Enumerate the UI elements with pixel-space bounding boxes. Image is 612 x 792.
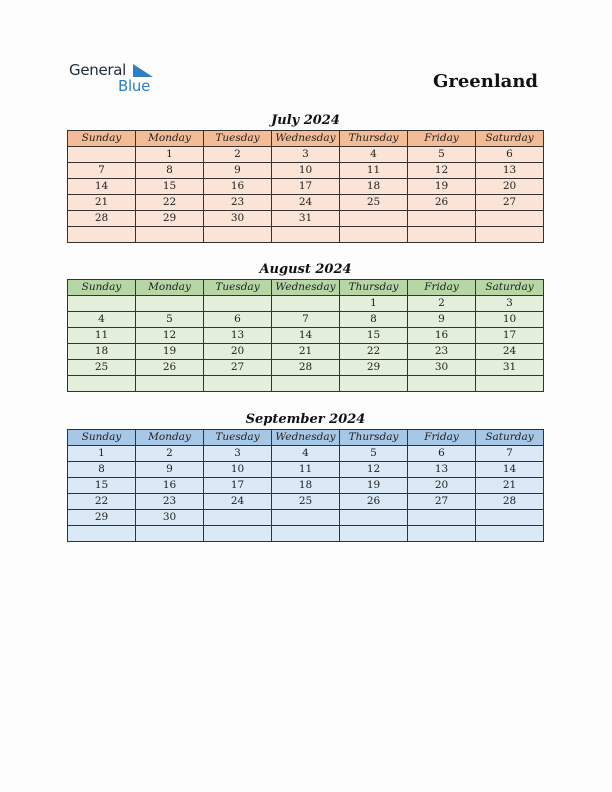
- day-cell: 17: [204, 478, 272, 494]
- month-calendar-september: [67, 411, 544, 542]
- day-cell: [408, 526, 476, 542]
- day-cell: 29: [136, 211, 204, 227]
- day-cell: 1: [68, 446, 136, 462]
- day-cell: 3: [476, 296, 544, 312]
- day-cell: [68, 147, 136, 163]
- day-cell: 5: [340, 446, 408, 462]
- day-cell: 17: [272, 179, 340, 195]
- weekday-header: Saturday: [476, 131, 544, 147]
- day-cell: 23: [204, 195, 272, 211]
- day-cell: 24: [272, 195, 340, 211]
- week-row: [68, 344, 544, 360]
- week-row: [68, 494, 544, 510]
- week-row: [68, 360, 544, 376]
- day-cell: [476, 526, 544, 542]
- day-cell: 13: [408, 462, 476, 478]
- day-cell: 22: [340, 344, 408, 360]
- day-cell: [68, 376, 136, 392]
- day-cell: [476, 510, 544, 526]
- day-cell: 7: [272, 312, 340, 328]
- day-cell: 4: [340, 147, 408, 163]
- day-cell: 20: [476, 179, 544, 195]
- week-row: [68, 227, 544, 243]
- weekday-header: Tuesday: [204, 430, 272, 446]
- day-cell: 18: [272, 478, 340, 494]
- day-cell: 28: [68, 211, 136, 227]
- week-row: [68, 179, 544, 195]
- weekday-header-row: [68, 430, 544, 446]
- day-cell: 31: [476, 360, 544, 376]
- weekday-header: Sunday: [68, 131, 136, 147]
- month-title: July 2024: [271, 113, 340, 128]
- day-cell: 1: [136, 147, 204, 163]
- day-cell: 11: [272, 462, 340, 478]
- day-cell: 4: [272, 446, 340, 462]
- day-cell: 5: [136, 312, 204, 328]
- day-cell: [340, 227, 408, 243]
- week-row: [68, 446, 544, 462]
- day-cell: 29: [340, 360, 408, 376]
- day-cell: 10: [272, 163, 340, 179]
- day-cell: [204, 376, 272, 392]
- logo-text-general: General: [69, 61, 127, 79]
- day-cell: 1: [340, 296, 408, 312]
- weekday-header: Sunday: [68, 280, 136, 296]
- day-cell: [68, 526, 136, 542]
- day-cell: 16: [408, 328, 476, 344]
- day-cell: 9: [204, 163, 272, 179]
- day-cell: 21: [476, 478, 544, 494]
- logo-triangle-icon: [133, 64, 153, 78]
- weekday-header: Monday: [136, 131, 204, 147]
- day-cell: 5: [408, 147, 476, 163]
- day-cell: 16: [136, 478, 204, 494]
- weekday-header: Tuesday: [204, 131, 272, 147]
- weekday-header: Monday: [136, 430, 204, 446]
- day-cell: 19: [408, 179, 476, 195]
- week-row: [68, 195, 544, 211]
- weekday-header: Tuesday: [204, 280, 272, 296]
- day-cell: [272, 227, 340, 243]
- weekday-header: Thursday: [340, 131, 408, 147]
- month-title: September 2024: [245, 412, 366, 427]
- day-cell: 14: [272, 328, 340, 344]
- day-cell: 27: [476, 195, 544, 211]
- day-cell: 14: [68, 179, 136, 195]
- day-cell: 10: [204, 462, 272, 478]
- day-cell: [136, 526, 204, 542]
- week-row: [68, 510, 544, 526]
- day-cell: 26: [136, 360, 204, 376]
- weekday-header: Friday: [408, 131, 476, 147]
- day-cell: 23: [136, 494, 204, 510]
- day-cell: [476, 376, 544, 392]
- day-cell: 28: [272, 360, 340, 376]
- day-cell: 25: [68, 360, 136, 376]
- day-cell: 3: [272, 147, 340, 163]
- day-cell: [68, 296, 136, 312]
- month-title: August 2024: [259, 262, 352, 277]
- day-cell: [136, 376, 204, 392]
- week-row: [68, 526, 544, 542]
- day-cell: 7: [68, 163, 136, 179]
- day-cell: 30: [204, 211, 272, 227]
- day-cell: 9: [408, 312, 476, 328]
- day-cell: [272, 510, 340, 526]
- day-cell: 9: [136, 462, 204, 478]
- day-cell: 13: [476, 163, 544, 179]
- weekday-header-row: [68, 131, 544, 147]
- day-cell: 15: [340, 328, 408, 344]
- day-cell: [272, 526, 340, 542]
- day-cell: 11: [340, 163, 408, 179]
- day-cell: [272, 376, 340, 392]
- day-cell: 18: [68, 344, 136, 360]
- day-cell: 4: [68, 312, 136, 328]
- month-calendar-august: [67, 261, 544, 392]
- day-cell: [204, 510, 272, 526]
- day-cell: 30: [136, 510, 204, 526]
- day-cell: [340, 376, 408, 392]
- day-cell: 2: [408, 296, 476, 312]
- day-cell: 15: [136, 179, 204, 195]
- day-cell: 25: [340, 195, 408, 211]
- day-cell: [272, 296, 340, 312]
- country-title: Greenland: [432, 71, 538, 92]
- weekday-header: Monday: [136, 280, 204, 296]
- weekday-header: Wednesday: [272, 430, 340, 446]
- day-cell: 21: [272, 344, 340, 360]
- day-cell: 23: [408, 344, 476, 360]
- day-cell: 8: [68, 462, 136, 478]
- day-cell: 6: [476, 147, 544, 163]
- week-row: [68, 296, 544, 312]
- day-cell: 17: [476, 328, 544, 344]
- day-cell: [136, 296, 204, 312]
- logo-text-blue: Blue: [118, 77, 150, 95]
- generalblue-logo: [69, 61, 164, 97]
- day-cell: [408, 211, 476, 227]
- day-cell: 30: [408, 360, 476, 376]
- day-cell: [408, 376, 476, 392]
- day-cell: 27: [204, 360, 272, 376]
- day-cell: [408, 227, 476, 243]
- day-cell: [476, 227, 544, 243]
- calendar-table: [67, 429, 544, 542]
- day-cell: [340, 211, 408, 227]
- day-cell: 26: [340, 494, 408, 510]
- day-cell: 18: [340, 179, 408, 195]
- day-cell: 22: [68, 494, 136, 510]
- month-calendar-july: [67, 112, 544, 243]
- day-cell: [340, 510, 408, 526]
- week-row: [68, 312, 544, 328]
- weekday-header: Wednesday: [272, 280, 340, 296]
- day-cell: [204, 227, 272, 243]
- day-cell: [68, 227, 136, 243]
- weekday-header: Saturday: [476, 280, 544, 296]
- day-cell: 6: [204, 312, 272, 328]
- day-cell: 8: [136, 163, 204, 179]
- day-cell: 28: [476, 494, 544, 510]
- day-cell: [204, 526, 272, 542]
- day-cell: 25: [272, 494, 340, 510]
- week-row: [68, 478, 544, 494]
- week-row: [68, 328, 544, 344]
- week-row: [68, 211, 544, 227]
- weekday-header: Friday: [408, 430, 476, 446]
- day-cell: 12: [136, 328, 204, 344]
- calendar-table: [67, 279, 544, 392]
- week-row: [68, 147, 544, 163]
- day-cell: 24: [204, 494, 272, 510]
- day-cell: 12: [340, 462, 408, 478]
- day-cell: [204, 296, 272, 312]
- day-cell: 2: [204, 147, 272, 163]
- day-cell: 20: [204, 344, 272, 360]
- day-cell: 29: [68, 510, 136, 526]
- day-cell: [408, 510, 476, 526]
- day-cell: 2: [136, 446, 204, 462]
- calendar-table: [67, 130, 544, 243]
- weekday-header: Thursday: [340, 280, 408, 296]
- weekday-header: Thursday: [340, 430, 408, 446]
- day-cell: 20: [408, 478, 476, 494]
- weekday-header-row: [68, 280, 544, 296]
- day-cell: 22: [136, 195, 204, 211]
- day-cell: 19: [340, 478, 408, 494]
- day-cell: [136, 227, 204, 243]
- day-cell: 31: [272, 211, 340, 227]
- day-cell: 12: [408, 163, 476, 179]
- day-cell: 13: [204, 328, 272, 344]
- weekday-header: Friday: [408, 280, 476, 296]
- day-cell: 19: [136, 344, 204, 360]
- day-cell: 16: [204, 179, 272, 195]
- day-cell: 27: [408, 494, 476, 510]
- day-cell: 6: [408, 446, 476, 462]
- week-row: [68, 462, 544, 478]
- week-row: [68, 376, 544, 392]
- day-cell: [476, 211, 544, 227]
- weekday-header: Wednesday: [272, 131, 340, 147]
- day-cell: 11: [68, 328, 136, 344]
- day-cell: 3: [204, 446, 272, 462]
- day-cell: [340, 526, 408, 542]
- day-cell: 7: [476, 446, 544, 462]
- weekday-header: Saturday: [476, 430, 544, 446]
- day-cell: 8: [340, 312, 408, 328]
- weekday-header: Sunday: [68, 430, 136, 446]
- day-cell: 15: [68, 478, 136, 494]
- day-cell: 10: [476, 312, 544, 328]
- day-cell: 24: [476, 344, 544, 360]
- week-row: [68, 163, 544, 179]
- day-cell: 26: [408, 195, 476, 211]
- day-cell: 14: [476, 462, 544, 478]
- day-cell: 21: [68, 195, 136, 211]
